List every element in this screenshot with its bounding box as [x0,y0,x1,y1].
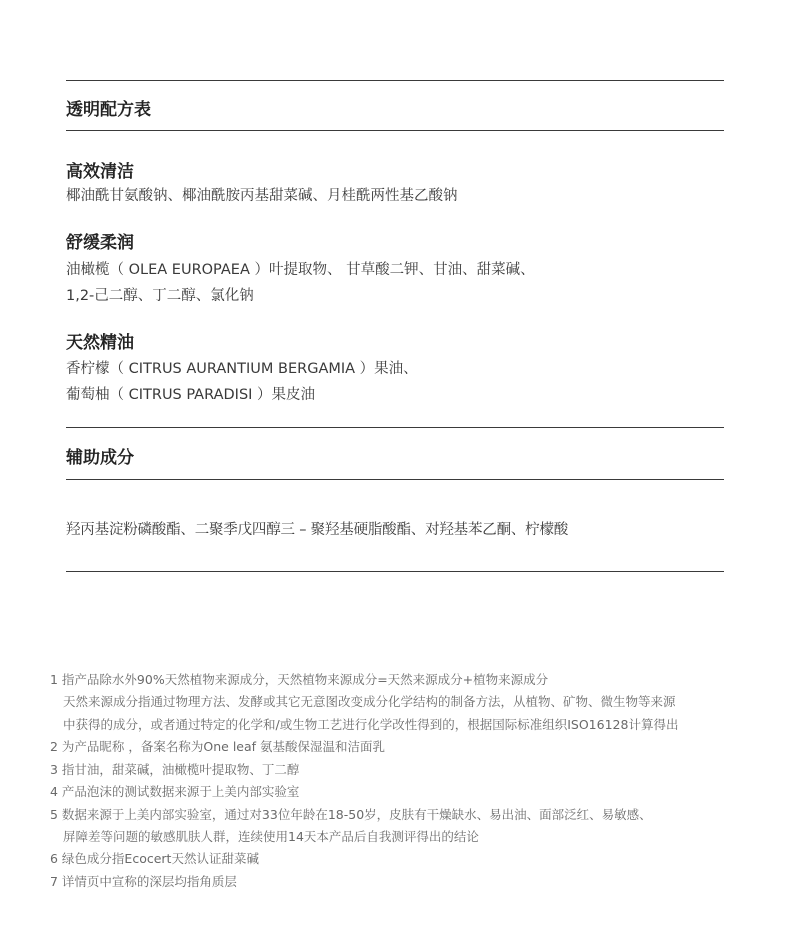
section-heading-soothing: 舒缓柔润 [66,233,134,253]
rule-top [66,80,724,81]
auxiliary-title: 辅助成分 [66,448,134,468]
section-text-essential-oil-line1: 香柠檬（ CITRUS AURANTIUM BERGAMIA ）果油、 [66,361,418,377]
footnote-5: 5 数据来源于上美内部实验室，通过对33位年龄在18-50岁，皮肤有干燥缺水、易出油、面部泛红、易敏感、 [50,807,652,822]
footnote-1: 1 指产品除水外90%天然植物来源成分，天然植物来源成分=天然来源成分+植物来源成分 [50,672,549,687]
footnote-7: 7 详情页中宣称的深层均指角质层 [50,874,237,889]
footnote-1-continued-a: 天然来源成分指通过物理方法、发酵或其它无意图改变成分化学结构的制备方法，从植物、矿物、微生物等来源 [63,694,676,709]
footnote-3: 3 指甘油，甜菜碱，油橄榄叶提取物、丁二醇 [50,762,300,777]
footnote-4: 4 产品泡沫的测试数据来源于上美内部实验室 [50,784,300,799]
section-text-soothing-line1: 油橄榄（ OLEA EUROPAEA ）叶提取物、 甘草酸二钾、甘油、甜菜碱、 [66,262,535,278]
footnote-5-continued: 屏障差等问题的敏感肌肤人群，连续使用14天本产品后自我测评得出的结论 [63,829,479,844]
rule-under-title [66,130,724,131]
footnote-6: 6 绿色成分指Ecocert天然认证甜菜碱 [50,851,259,866]
rule-bottom [66,571,724,572]
section-heading-cleansing: 高效清洁 [66,162,134,182]
footnote-2: 2 为产品昵称 ，备案名称为One leaf 氨基酸保湿温和洁面乳 [50,739,386,754]
formula-title: 透明配方表 [66,100,151,120]
section-text-cleansing: 椰油酰甘氨酸钠、椰油酰胺丙基甜菜碱、月桂酰两性基乙酸钠 [66,188,458,204]
section-heading-essential-oil: 天然精油 [66,333,134,353]
footnote-1-continued-b: 中获得的成分，或者通过特定的化学和/或生物工艺进行化学改性得到的，根据国际标准组织ISO16128计算得出 [63,717,679,732]
rule-under-auxiliary [66,479,724,480]
section-text-soothing-line2: 1,2-己二醇、丁二醇、氯化钠 [66,288,254,304]
auxiliary-text: 羟丙基淀粉磷酸酯、二聚季戊四醇三 – 聚羟基硬脂酸酯、对羟基苯乙酮、柠檬酸 [66,522,569,538]
rule-above-auxiliary [66,427,724,428]
section-text-essential-oil-line2: 葡萄柚（ CITRUS PARADISI ）果皮油 [66,387,316,403]
